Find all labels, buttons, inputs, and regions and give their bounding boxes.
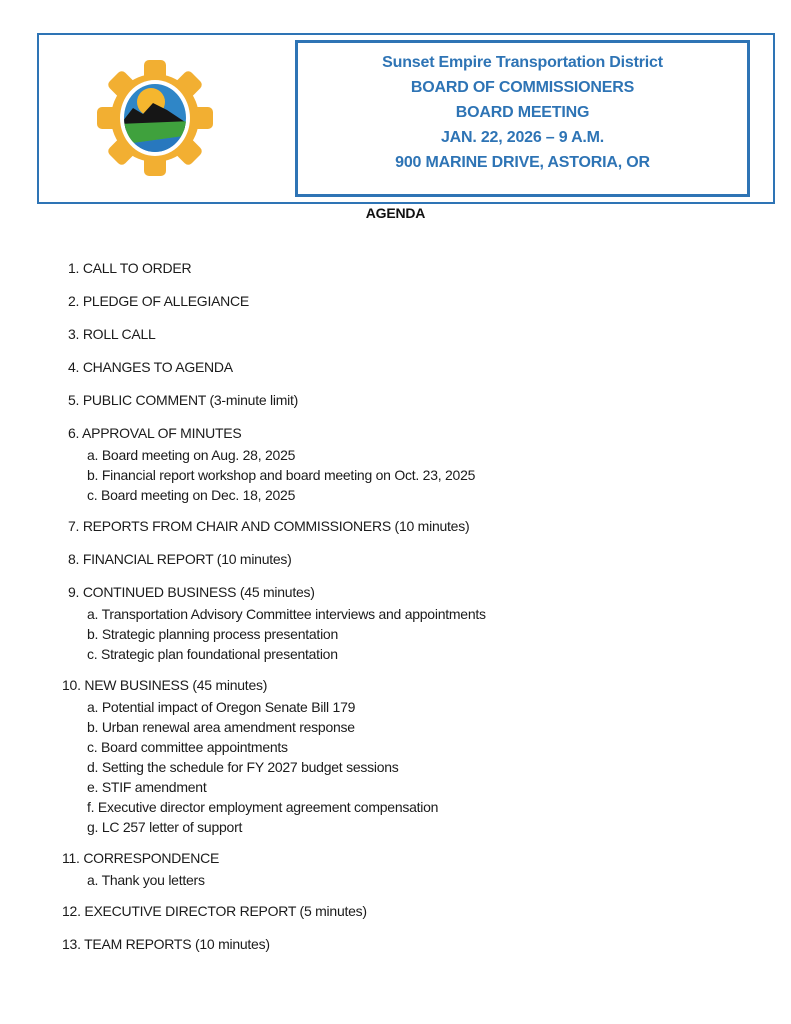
header-line-board: BOARD OF COMMISSIONERS <box>410 79 635 96</box>
agenda-subitem: a. Transportation Advisory Committee interviews and appointments <box>87 606 486 622</box>
agenda-subitem: c. Board committee appointments <box>87 739 288 755</box>
agenda-subitem: e. STIF amendment <box>87 779 207 795</box>
agenda-subitem: c. Board meeting on Dec. 18, 2025 <box>87 487 296 503</box>
header-line-date: JAN. 22, 2026 – 9 A.M. <box>440 129 605 146</box>
agenda-item: 8. FINANCIAL REPORT (10 minutes) <box>68 551 292 567</box>
agenda-subitem: b. Financial report workshop and board meeting on Oct. 23, 2025 <box>87 467 476 483</box>
agenda-subitem: f. Executive director employment agreement compensation <box>87 799 439 815</box>
agenda-subitem: b. Urban renewal area amendment response <box>87 719 355 735</box>
district-logo <box>95 58 215 178</box>
agenda-item: 6. APPROVAL OF MINUTES <box>68 425 242 441</box>
agenda-item: 12. EXECUTIVE DIRECTOR REPORT (5 minutes) <box>62 903 367 919</box>
agenda-item: 5. PUBLIC COMMENT (3-minute limit) <box>68 392 299 408</box>
agenda-subitem: b. Strategic planning process presentation <box>87 626 338 642</box>
agenda-subitem: a. Potential impact of Oregon Senate Bill 179 <box>87 699 356 715</box>
agenda-item: 2. PLEDGE OF ALLEGIANCE <box>68 293 249 309</box>
agenda-item: 13. TEAM REPORTS (10 minutes) <box>62 936 270 952</box>
org-name: Sunset Empire Transportation District <box>382 54 663 71</box>
agenda-item: 7. REPORTS FROM CHAIR AND COMMISSIONERS (10 minutes) <box>68 518 470 534</box>
agenda-subitem: a. Thank you letters <box>87 872 205 888</box>
meeting-header-box <box>295 40 750 197</box>
agenda-list <box>0 258 791 954</box>
letterhead <box>37 33 775 204</box>
agenda-item: 4. CHANGES TO AGENDA <box>68 359 233 375</box>
agenda-item: 9. CONTINUED BUSINESS (45 minutes) <box>68 584 315 600</box>
agenda-title: AGENDA <box>365 205 426 221</box>
agenda-subitem: a. Board meeting on Aug. 28, 2025 <box>87 447 296 463</box>
agenda-item: 10. NEW BUSINESS (45 minutes) <box>62 677 268 693</box>
agenda-item: 1. CALL TO ORDER <box>68 260 192 276</box>
agenda-item: 11. CORRESPONDENCE <box>62 850 220 866</box>
header-line-meeting: BOARD MEETING <box>455 104 590 121</box>
agenda-item: 3. ROLL CALL <box>68 326 156 342</box>
agenda-subitem: d. Setting the schedule for FY 2027 budget sessions <box>87 759 399 775</box>
agenda-subitem: c. Strategic plan foundational presentation <box>87 646 338 662</box>
header-line-address: 900 MARINE DRIVE, ASTORIA, OR <box>395 154 650 171</box>
agenda-subitem: g. LC 257 letter of support <box>87 819 243 835</box>
